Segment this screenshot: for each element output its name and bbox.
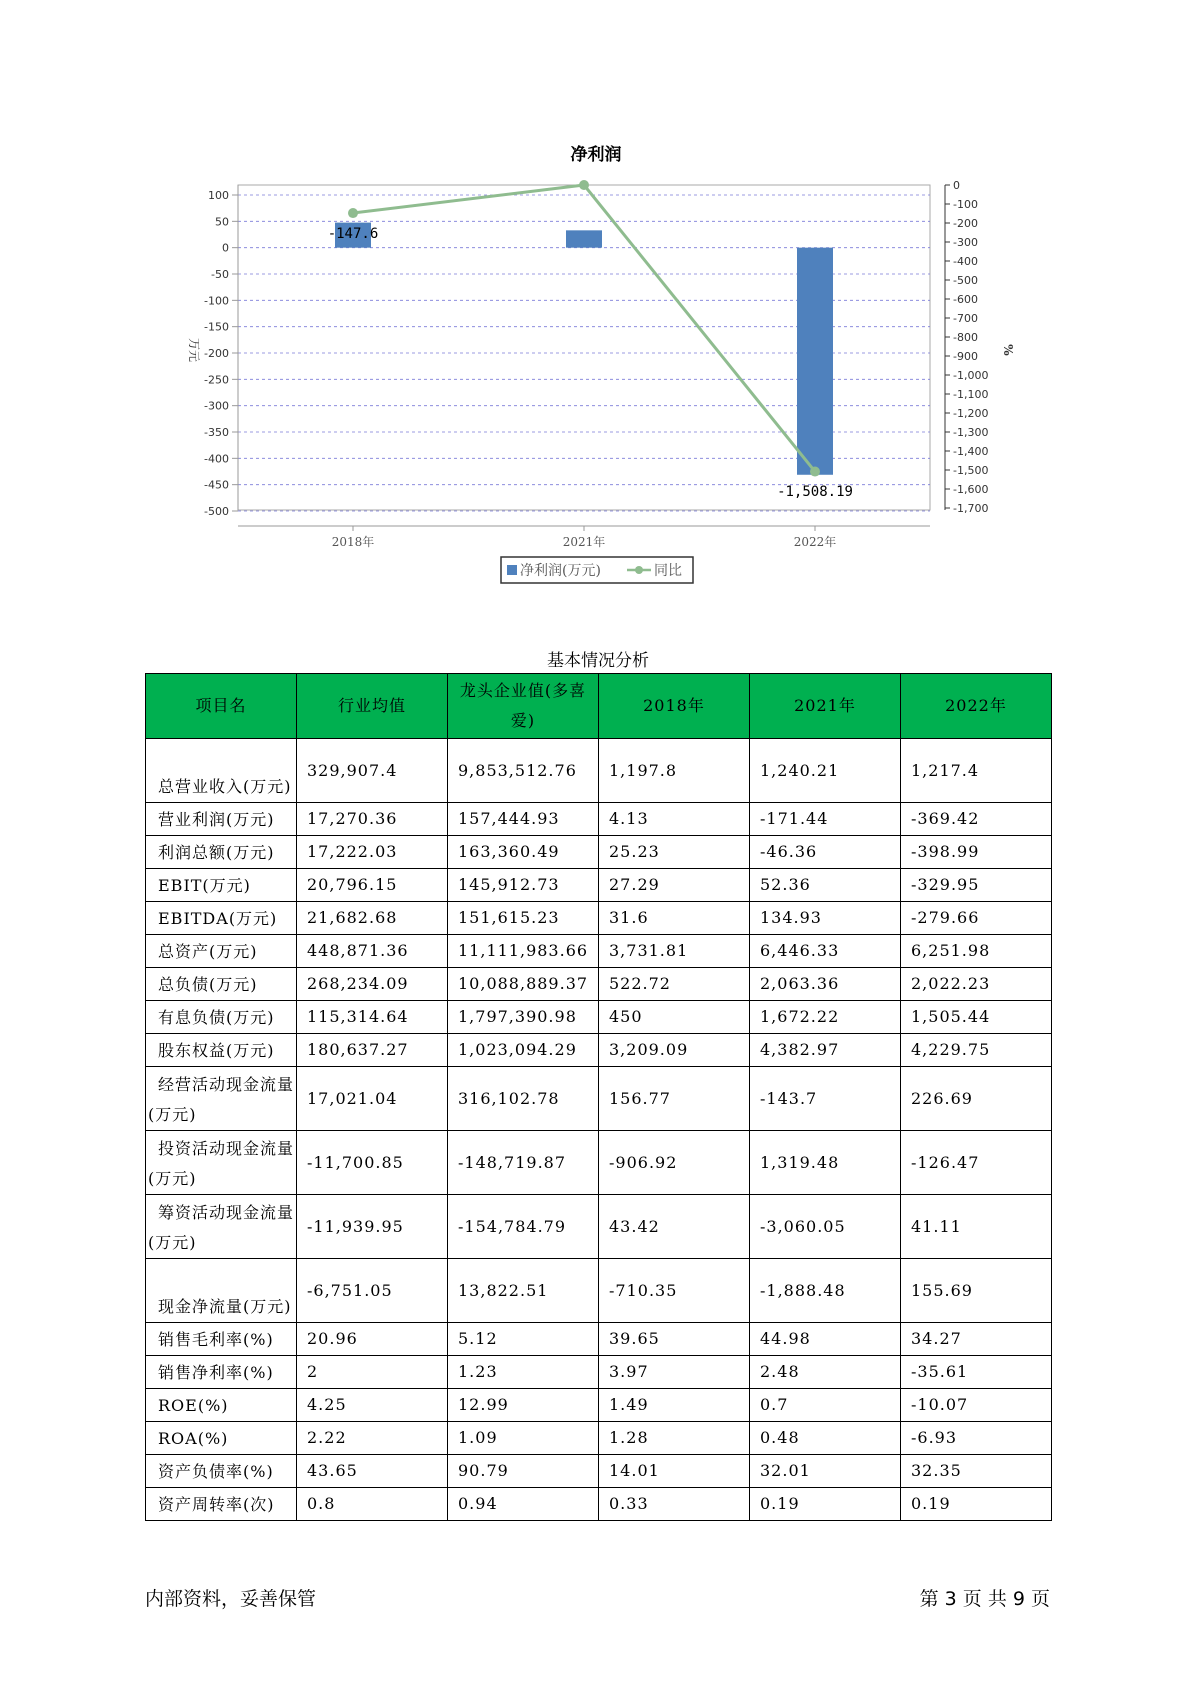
right-tick-label: 0 <box>953 179 960 192</box>
table-cell: 13,822.51 <box>448 1259 599 1323</box>
table-cell: 31.6 <box>599 902 750 935</box>
right-tick-label: -700 <box>953 312 978 325</box>
table-cell: 2,022.23 <box>901 968 1052 1001</box>
table-cell: 522.72 <box>599 968 750 1001</box>
right-tick-label: -1,500 <box>953 464 989 477</box>
table-cell: 0.7 <box>750 1389 901 1422</box>
table-cell: -710.35 <box>599 1259 750 1323</box>
row-label: 营业利润(万元) <box>146 803 297 836</box>
table-cell: 316,102.78 <box>448 1067 599 1131</box>
table-cell: 43.42 <box>599 1195 750 1259</box>
left-tick-label: -50 <box>211 268 229 281</box>
table-cell: 6,446.33 <box>750 935 901 968</box>
x-tick-label: 2021年 <box>562 535 606 549</box>
table-cell: 0.94 <box>448 1488 599 1521</box>
left-tick-label: -400 <box>204 452 229 466</box>
table-cell: 20,796.15 <box>297 869 448 902</box>
left-tick-label: -200 <box>204 347 229 360</box>
table-row <box>146 935 1052 968</box>
right-tick-label: -100 <box>953 198 978 211</box>
row-label: 筹资活动现金流量(万元) <box>146 1195 297 1259</box>
data-labels <box>328 226 853 500</box>
left-tick-label: -300 <box>204 399 229 413</box>
table-cell: 0.48 <box>750 1422 901 1455</box>
table-row <box>146 803 1052 836</box>
table-cell: 32.35 <box>901 1455 1052 1488</box>
table-row <box>146 1131 1052 1195</box>
table-cell: 268,234.09 <box>297 968 448 1001</box>
x-tick-label: 2018年 <box>331 535 375 549</box>
table-cell: 134.93 <box>750 902 901 935</box>
table-cell: -906.92 <box>599 1131 750 1195</box>
table-cell: 25.23 <box>599 836 750 869</box>
analysis-table <box>145 673 1052 1521</box>
table-cell: 0.19 <box>750 1488 901 1521</box>
bar-series <box>335 223 833 475</box>
table-cell: 1,217.4 <box>901 739 1052 803</box>
table-cell: 43.65 <box>297 1455 448 1488</box>
table-cell: 0.8 <box>297 1488 448 1521</box>
x-tick-label: 2022年 <box>793 535 837 549</box>
row-label: EBITDA(万元) <box>146 902 297 935</box>
table-cell: -148,719.87 <box>448 1131 599 1195</box>
right-tick-label: -1,700 <box>953 502 989 515</box>
table-cell: -369.42 <box>901 803 1052 836</box>
yoy-point <box>579 180 589 190</box>
column-header: 龙头企业值(多喜爱) <box>448 674 599 739</box>
table-cell: 1,797,390.98 <box>448 1001 599 1034</box>
row-label: ROE(%) <box>146 1389 297 1422</box>
table-cell: 14.01 <box>599 1455 750 1488</box>
row-label: 资产周转率(次) <box>146 1488 297 1521</box>
row-label: EBIT(万元) <box>146 869 297 902</box>
table-cell: -171.44 <box>750 803 901 836</box>
table-cell: 448,871.36 <box>297 935 448 968</box>
yoy-line <box>353 185 815 472</box>
net-profit-chart <box>0 0 1191 600</box>
right-tick-label: -400 <box>953 255 978 268</box>
data-label: -1,508.19 <box>777 484 853 500</box>
table-cell: 115,314.64 <box>297 1001 448 1034</box>
row-label: 现金净流量(万元) <box>146 1259 297 1323</box>
table-cell: 3,209.09 <box>599 1034 750 1067</box>
table-cell: 1,240.21 <box>750 739 901 803</box>
legend-item-line: 同比 <box>654 563 682 579</box>
table-cell: 21,682.68 <box>297 902 448 935</box>
column-header: 2018年 <box>599 674 750 739</box>
row-label: 销售净利率(%) <box>146 1356 297 1389</box>
row-label: 投资活动现金流量(万元) <box>146 1131 297 1195</box>
table-cell: 52.36 <box>750 869 901 902</box>
bar <box>797 248 833 475</box>
table-header-row <box>146 674 1052 739</box>
footer-page-number: 第 3 页 共 9 页 <box>919 1588 1050 1610</box>
table-cell: 155.69 <box>901 1259 1052 1323</box>
right-tick-label: -500 <box>953 274 978 287</box>
right-tick-label: -300 <box>953 236 978 249</box>
column-header: 2021年 <box>750 674 901 739</box>
table-cell: 17,222.03 <box>297 836 448 869</box>
right-tick-label: -1,600 <box>953 483 989 496</box>
table-cell: 20.96 <box>297 1323 448 1356</box>
table-cell: 12.99 <box>448 1389 599 1422</box>
table-cell: 180,637.27 <box>297 1034 448 1067</box>
left-tick-label: -450 <box>204 478 229 492</box>
table-row <box>146 1356 1052 1389</box>
x-axis-labels <box>332 526 837 549</box>
table-caption: 基本情况分析 <box>547 651 649 671</box>
table-cell: 1,197.8 <box>599 739 750 803</box>
right-tick-label: -1,000 <box>953 369 989 382</box>
row-label: 总负债(万元) <box>146 968 297 1001</box>
table-cell: 9,853,512.76 <box>448 739 599 803</box>
right-tick-label: -600 <box>953 293 978 306</box>
table-cell: 2 <box>297 1356 448 1389</box>
table-row <box>146 836 1052 869</box>
right-axis-ticks <box>945 179 988 515</box>
right-tick-label: -800 <box>953 331 978 344</box>
left-tick-label: -150 <box>204 320 229 334</box>
table-row <box>146 1067 1052 1131</box>
table-row <box>146 1455 1052 1488</box>
table-cell: 39.65 <box>599 1323 750 1356</box>
table-cell: -11,939.95 <box>297 1195 448 1259</box>
table-cell: -10.07 <box>901 1389 1052 1422</box>
table-cell: 2.48 <box>750 1356 901 1389</box>
table-cell: -143.7 <box>750 1067 901 1131</box>
right-tick-label: -1,400 <box>953 445 989 458</box>
table-cell: 5.12 <box>448 1323 599 1356</box>
table-cell: 11,111,983.66 <box>448 935 599 968</box>
table-cell: 1,023,094.29 <box>448 1034 599 1067</box>
table-cell: 329,907.4 <box>297 739 448 803</box>
table-cell: 1,319.48 <box>750 1131 901 1195</box>
table-cell: -6,751.05 <box>297 1259 448 1323</box>
table-cell: 151,615.23 <box>448 902 599 935</box>
table-cell: 17,021.04 <box>297 1067 448 1131</box>
table-cell: 1,672.22 <box>750 1001 901 1034</box>
table-row <box>146 1488 1052 1521</box>
row-label: 经营活动现金流量(万元) <box>146 1067 297 1131</box>
table-row <box>146 902 1052 935</box>
table-cell: 226.69 <box>901 1067 1052 1131</box>
table-row <box>146 1422 1052 1455</box>
table-row <box>146 1389 1052 1422</box>
row-label: 销售毛利率(%) <box>146 1323 297 1356</box>
table-cell: -126.47 <box>901 1131 1052 1195</box>
table-cell: 0.33 <box>599 1488 750 1521</box>
table-cell: 157,444.93 <box>448 803 599 836</box>
table-cell: 10,088,889.37 <box>448 968 599 1001</box>
table-cell: 32.01 <box>750 1455 901 1488</box>
table-cell: 1.28 <box>599 1422 750 1455</box>
table-row <box>146 1001 1052 1034</box>
column-header: 行业均值 <box>297 674 448 739</box>
table-row <box>146 1195 1052 1259</box>
table-cell: 163,360.49 <box>448 836 599 869</box>
row-label: 总营业收入(万元) <box>146 739 297 803</box>
row-label: 有息负债(万元) <box>146 1001 297 1034</box>
table-cell: 2,063.36 <box>750 968 901 1001</box>
table-cell: 4.13 <box>599 803 750 836</box>
left-tick-label: -250 <box>204 373 229 387</box>
column-header: 项目名 <box>146 674 297 739</box>
column-header: 2022年 <box>901 674 1052 739</box>
table-cell: 450 <box>599 1001 750 1034</box>
table-cell: 3,731.81 <box>599 935 750 968</box>
table-cell: 34.27 <box>901 1323 1052 1356</box>
row-label: 股东权益(万元) <box>146 1034 297 1067</box>
table-cell: -35.61 <box>901 1356 1052 1389</box>
left-tick-label: -350 <box>204 426 229 439</box>
left-axis-title: 万元 <box>187 337 201 363</box>
right-axis-title: % <box>1001 344 1015 356</box>
row-label: 利润总额(万元) <box>146 836 297 869</box>
table-cell: -3,060.05 <box>750 1195 901 1259</box>
left-tick-label: 0 <box>222 241 229 255</box>
right-tick-label: -1,100 <box>953 388 989 401</box>
table-cell: 156.77 <box>599 1067 750 1131</box>
table-cell: 90.79 <box>448 1455 599 1488</box>
row-label: 资产负债率(%) <box>146 1455 297 1488</box>
table-cell: 4.25 <box>297 1389 448 1422</box>
table-cell: 44.98 <box>750 1323 901 1356</box>
table-row <box>146 968 1052 1001</box>
yoy-point <box>810 467 820 477</box>
left-tick-label: -500 <box>204 505 229 518</box>
table-cell: -11,700.85 <box>297 1131 448 1195</box>
table-row <box>146 1034 1052 1067</box>
table-cell: -329.95 <box>901 869 1052 902</box>
table-cell: 4,229.75 <box>901 1034 1052 1067</box>
row-label: 总资产(万元) <box>146 935 297 968</box>
left-axis-ticks <box>204 189 238 518</box>
footer-confidential-note: 内部资料，妥善保管 <box>145 1588 317 1610</box>
table-cell: 1.49 <box>599 1389 750 1422</box>
table-cell: -154,784.79 <box>448 1195 599 1259</box>
left-tick-label: 50 <box>215 215 229 229</box>
legend <box>501 557 693 583</box>
right-tick-label: -1,200 <box>953 407 989 420</box>
table-cell: -46.36 <box>750 836 901 869</box>
right-tick-label: -1,300 <box>953 426 989 439</box>
table-row <box>146 1259 1052 1323</box>
yoy-point <box>348 208 358 218</box>
row-label: ROA(%) <box>146 1422 297 1455</box>
legend-bar-swatch <box>507 565 517 575</box>
table-cell: -398.99 <box>901 836 1052 869</box>
table-cell: 1,505.44 <box>901 1001 1052 1034</box>
left-tick-label: 100 <box>208 189 229 202</box>
table-cell: 3.97 <box>599 1356 750 1389</box>
table-cell: 17,270.36 <box>297 803 448 836</box>
right-tick-label: -200 <box>953 217 978 230</box>
bar <box>566 230 602 247</box>
table-cell: 1.23 <box>448 1356 599 1389</box>
table-cell: 4,382.97 <box>750 1034 901 1067</box>
legend-line-marker <box>635 566 643 574</box>
left-tick-label: -100 <box>204 294 229 308</box>
table-cell: 27.29 <box>599 869 750 902</box>
table-cell: 2.22 <box>297 1422 448 1455</box>
data-label: -147.6 <box>327 226 379 242</box>
table-cell: -6.93 <box>901 1422 1052 1455</box>
right-tick-label: -900 <box>953 350 978 363</box>
table-row <box>146 1323 1052 1356</box>
table-cell: 41.11 <box>901 1195 1052 1259</box>
chart-title: 净利润 <box>570 145 622 165</box>
table-cell: -1,888.48 <box>750 1259 901 1323</box>
table-cell: 0.19 <box>901 1488 1052 1521</box>
table-cell: -279.66 <box>901 902 1052 935</box>
table-row <box>146 739 1052 803</box>
legend-item-bar: 净利润(万元) <box>520 563 601 579</box>
table-cell: 1.09 <box>448 1422 599 1455</box>
table-cell: 6,251.98 <box>901 935 1052 968</box>
table-row <box>146 869 1052 902</box>
table-cell: 145,912.73 <box>448 869 599 902</box>
